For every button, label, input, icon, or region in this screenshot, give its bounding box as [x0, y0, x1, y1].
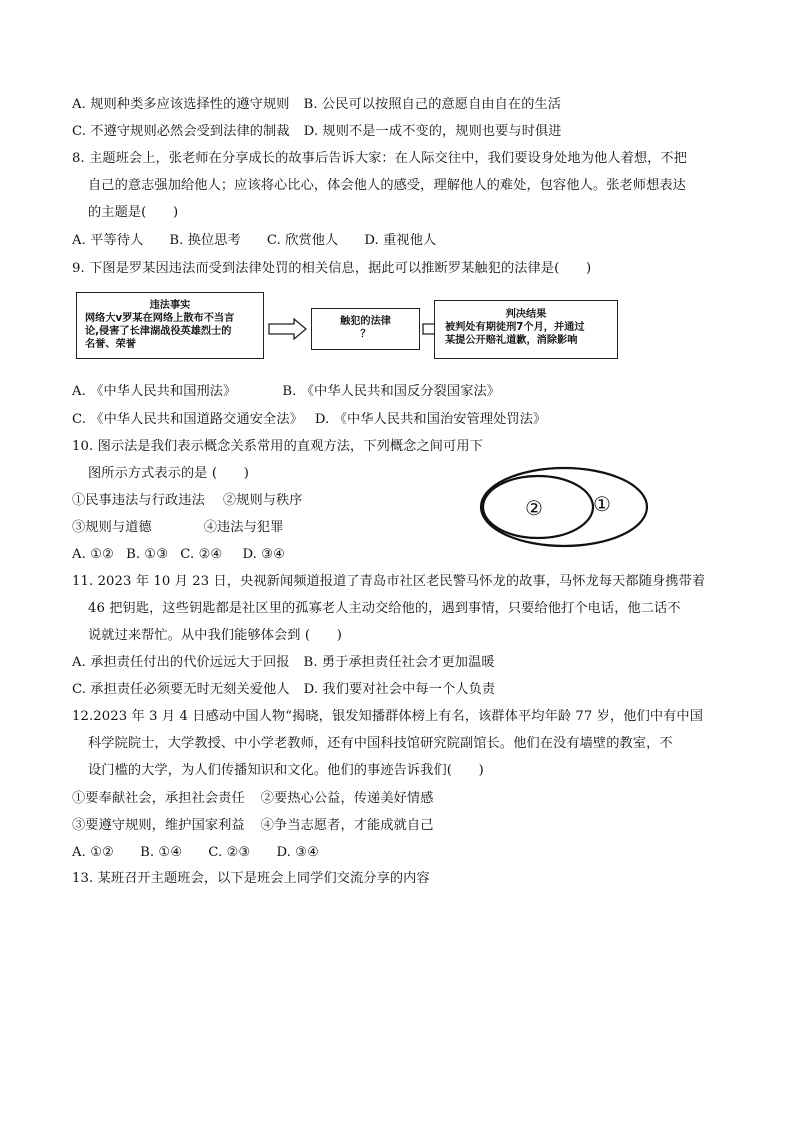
q10-item-4: ④违法与犯罪: [203, 520, 284, 535]
venn-outer-label: ①: [593, 492, 611, 516]
flow-box-law-line2: ？: [360, 329, 371, 340]
q10-options: [72, 546, 285, 564]
flow-box-law: [311, 308, 420, 350]
q11-stem-line2: 46 把钥匙，这些钥匙都是社区里的孤寡老人主动交给他的，遇到事情，只要给他打个电话，他二话不: [88, 601, 681, 616]
q12-option-d: D. ③④: [276, 845, 320, 860]
q9-option-a: A. 《中华人民共和国刑法》: [72, 384, 237, 399]
q12-item-1: ①要奉献社会，承担社会责任: [72, 791, 245, 806]
q8-option-d: D. 重视他人: [364, 233, 437, 248]
q7-option-d: D. 规则不是一成不变的，规则也要与时俱进: [303, 124, 562, 139]
flow-box-verdict-title: 判决结果: [505, 309, 547, 320]
q12-stem-line3: 设门槛的大学，为人们传播知识和文化。他们的事迹告诉我们( ): [88, 763, 484, 778]
q12-items-12: [72, 790, 434, 808]
venn-diagram: [478, 465, 650, 549]
q10-items-12: [72, 492, 303, 510]
q12-item-4: ④争当志愿者，才能成就自己: [260, 818, 434, 833]
flow-box-violation-line3: 名誉、荣誉: [85, 339, 136, 350]
flow-box-violation: [76, 292, 264, 359]
q8-option-b: B. 换位思考: [169, 233, 241, 248]
q12-option-a: A. ①②: [72, 845, 115, 860]
flow-box-violation-line2: 论,侵害了长津湖战役英雄烈士的: [85, 326, 232, 337]
q9-options-cd: [72, 411, 546, 429]
q12-option-c: C. ②③: [208, 845, 251, 860]
q8-option-c: C. 欣赏他人: [266, 233, 339, 248]
q7-options-ab: [72, 96, 561, 114]
q10-option-a: A. ①②: [72, 547, 115, 562]
q11-options-cd: [72, 681, 495, 699]
q12-items-34: [72, 817, 434, 835]
q8-options: [72, 232, 436, 250]
q7-option-b: B. 公民可以按照自己的意愿自由自在的生活: [303, 97, 562, 112]
q10-items-34: [72, 519, 283, 537]
q7-options-cd: [72, 123, 562, 141]
q10-item-2: ②规则与秩序: [222, 493, 303, 508]
q9-option-b: B. 《中华人民共和国反分裂国家法》: [282, 384, 501, 399]
q12-options: [72, 844, 319, 862]
q12-stem-line1: 12.2023 年 3 月 4 日感动中国人物“揭晓，银发知播群体榜上有名，该群体平均年龄 77 岁，他们中有中国: [72, 709, 704, 724]
flow-arrow-1: [268, 318, 308, 340]
q11-stem-line3: 说就过来帮忙。从中我们能够体会到 ( ): [88, 628, 342, 643]
q8-stem-line3: 的主题是( ): [88, 205, 179, 220]
flow-box-law-line1: 触犯的法律: [340, 316, 391, 327]
q10-item-3: ③规则与道德: [72, 520, 152, 535]
q9-option-c: C. 《中华人民共和国道路交通安全法》: [72, 412, 303, 427]
flow-box-verdict-line1: 被判处有期徒刑7个月，并通过: [445, 322, 585, 333]
q8-stem-line1: 8. 主题班会上，张老师在分享成长的故事后告诉大家：在人际交往中，我们要设身处地为他人着想，不把: [72, 151, 688, 166]
q11-options-ab: [72, 654, 495, 672]
q10-option-d: D. ③④: [242, 547, 286, 562]
q9-options-ab: [72, 383, 500, 401]
q13-stem: 13. 某班召开主题班会，以下是班会上同学们交流分享的内容: [72, 871, 430, 886]
q10-stem-line1: 10. 图示法是我们表示概念关系常用的直观方法，下列概念之间可用下: [72, 439, 483, 454]
flow-box-verdict: [434, 300, 618, 359]
venn-inner-label: ②: [525, 496, 543, 520]
q8-option-a: A. 平等待人: [72, 233, 144, 248]
q10-item-1: ①民事违法与行政违法: [72, 493, 205, 508]
q10-option-c: C. ②④: [180, 547, 223, 562]
q8-stem-line2: 自己的意志强加给他人；应该将心比心，体会他人的感受，理解他人的难处，包容他人。张老师想表达: [88, 178, 686, 193]
flow-box-verdict-line2: 某提公开赔礼道歉，消除影响: [445, 335, 578, 346]
flow-box-violation-title: 违法事实: [149, 300, 191, 311]
q11-option-a: A. 承担责任付出的代价远远大于回报: [72, 655, 290, 670]
q12-stem-line2: 科学院院士，大学教授、中小学老教师，还有中国科技馆研究院副馆长。他们在没有墙壁的教室，不: [88, 736, 673, 751]
q9-option-d: D. 《中华人民共和国治安管理处罚法》: [314, 412, 547, 427]
q11-stem-line1: 11. 2023 年 10 月 23 日，央视新闻频道报道了青岛市社区老民警马怀龙的故事，马怀龙每天都随身携带着: [72, 574, 706, 589]
q12-option-b: B. ①④: [140, 845, 183, 860]
q10-stem-line2: 图所示方式表示的是 ( ): [88, 466, 249, 481]
q9-stem: 9. 下图是罗某因违法而受到法律处罚的相关信息，据此可以推断罗某触犯的法律是( ): [72, 261, 592, 276]
q12-item-2: ②要热心公益，传递美好情感: [260, 791, 434, 806]
q7-option-a: A. 规则种类多应该选择性的遵守规则: [72, 97, 290, 112]
q12-item-3: ③要遵守规则，维护国家利益: [72, 818, 245, 833]
q11-option-b: B. 勇于承担责任社会才更加温暖: [303, 655, 495, 670]
q10-option-b: B. ①③: [126, 547, 169, 562]
q11-option-d: D. 我们要对社会中每一个人负责: [303, 682, 496, 697]
q7-option-c: C. 不遵守规则必然会受到法律的制裁: [72, 124, 290, 139]
q11-option-c: C. 承担责任必须要无时无刻关爱他人: [72, 682, 290, 697]
flow-box-violation-line1: 网络大v罗某在网络上散布不当言: [85, 313, 235, 324]
